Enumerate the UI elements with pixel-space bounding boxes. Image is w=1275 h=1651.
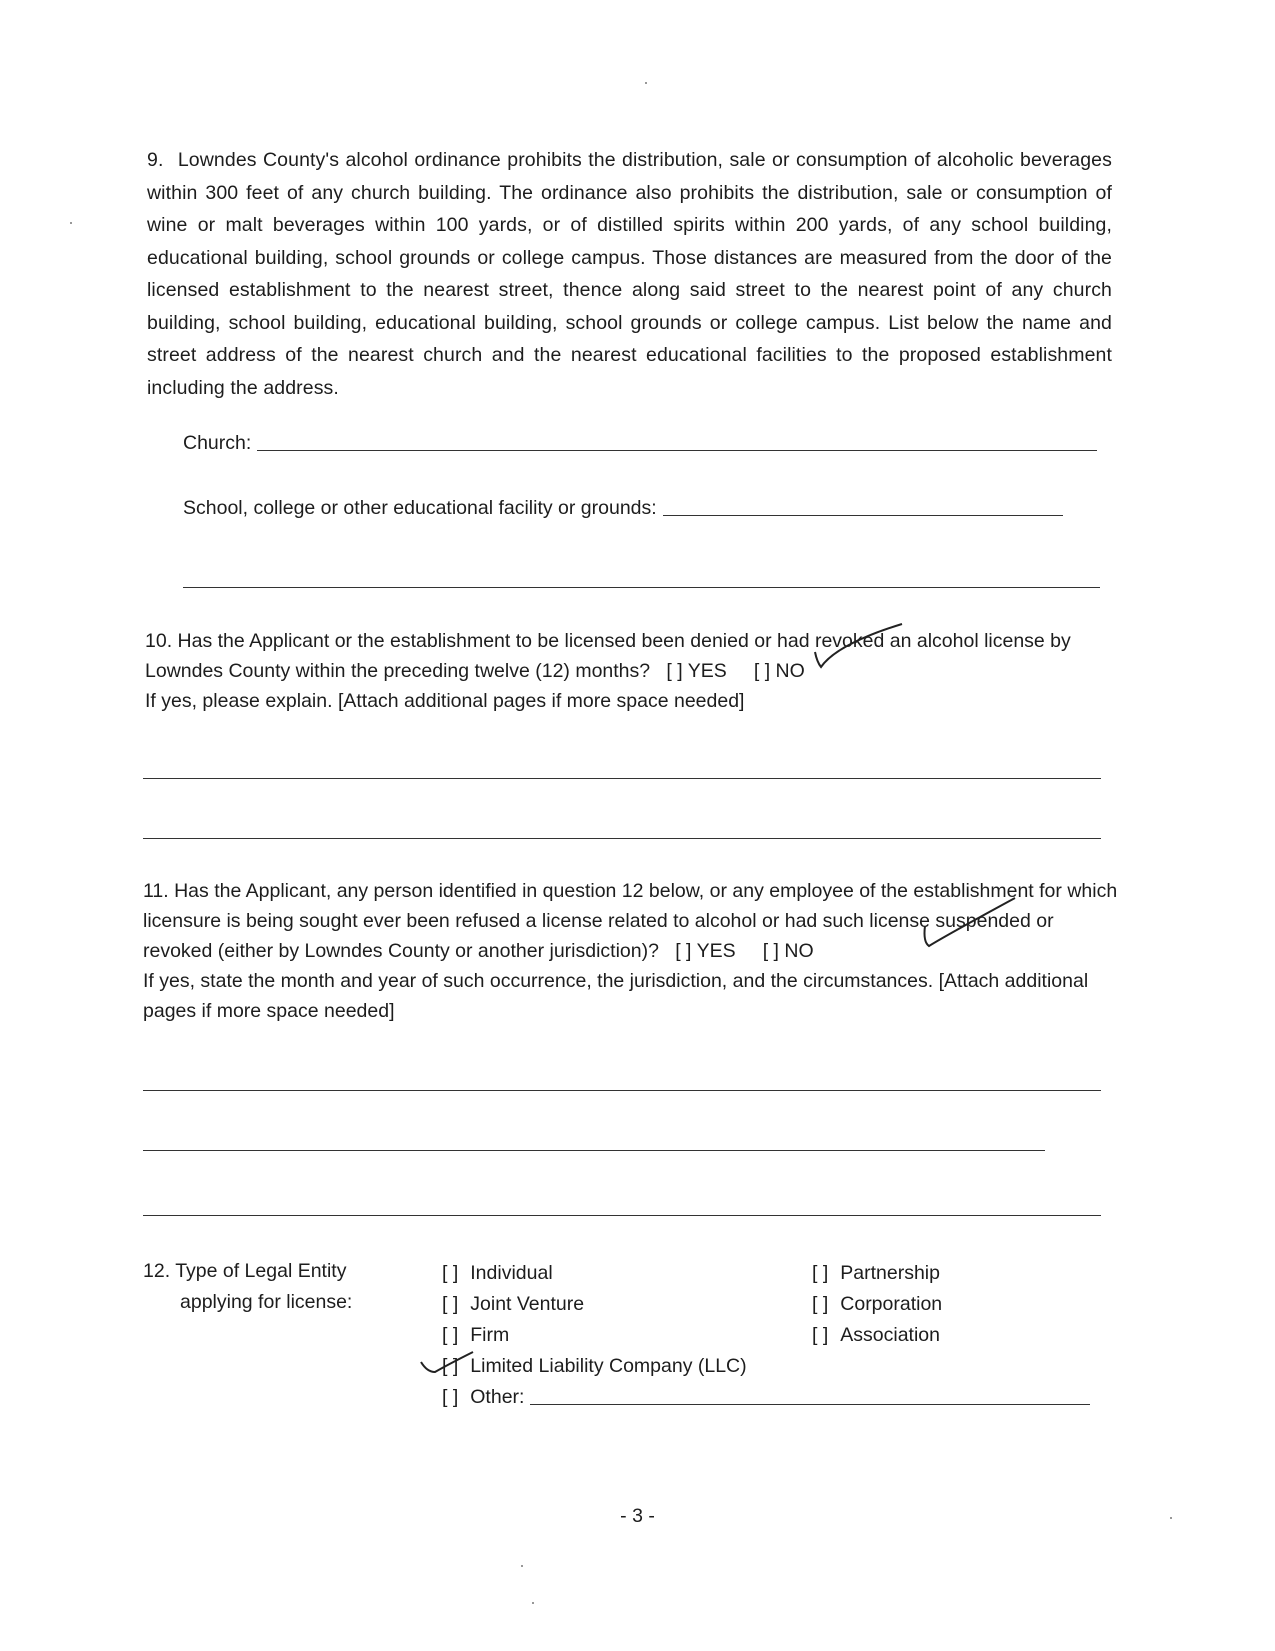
q10-answer-line-2[interactable] bbox=[143, 838, 1101, 839]
option-llc[interactable] bbox=[442, 1355, 747, 1378]
question-9 bbox=[147, 144, 1112, 404]
option-firm[interactable] bbox=[442, 1324, 509, 1347]
question-10-explain: If yes, please explain. [Attach additional pages if more space needed] bbox=[145, 690, 745, 712]
q10-no-checkmark bbox=[807, 622, 907, 682]
church-input-line[interactable] bbox=[257, 450, 1097, 451]
option-association[interactable] bbox=[812, 1324, 940, 1347]
question-11-explain: If yes, state the month and year of such occurrence, the jurisdiction, and the circumstances. [Attach additional pages if more space needed] bbox=[143, 970, 1089, 1022]
question-12-label-line1: Type of Legal Entity bbox=[175, 1260, 347, 1282]
scan-speck bbox=[532, 1602, 534, 1604]
scan-speck bbox=[1170, 1517, 1172, 1519]
question-10-text: Has the Applicant or the establishment to be licensed been denied or had revoked an alcohol license by Lowndes County within the preceding twelve (12) months? bbox=[145, 630, 1071, 682]
q11-no-checkbox[interactable]: [ ] bbox=[762, 940, 779, 962]
firm-label: Firm bbox=[470, 1324, 510, 1346]
partnership-checkbox[interactable]: [ ] bbox=[812, 1262, 829, 1284]
q11-no-label: NO bbox=[784, 940, 814, 962]
option-partnership[interactable] bbox=[812, 1262, 940, 1285]
partnership-label: Partnership bbox=[840, 1262, 940, 1284]
question-11-number: 11. bbox=[143, 880, 169, 902]
q10-no-checkbox[interactable]: [ ] bbox=[753, 660, 771, 682]
question-12-number: 12. bbox=[143, 1260, 171, 1282]
q11-answer-line-3[interactable] bbox=[143, 1215, 1101, 1216]
firm-checkbox[interactable]: [ ] bbox=[442, 1324, 459, 1346]
question-10-number: 10. bbox=[145, 630, 173, 652]
llc-label: Limited Liability Company (LLC) bbox=[470, 1355, 747, 1377]
q10-answer-line-1[interactable] bbox=[143, 778, 1101, 779]
joint-venture-checkbox[interactable]: [ ] bbox=[442, 1293, 459, 1315]
question-11-text: Has the Applicant, any person identified in question 12 below, or any employee of the establishment for which licensure is being sought ever been refused a license related to alcohol or had such license suspended or revoked (either by Lowndes County or another jurisdiction)? bbox=[143, 880, 1118, 962]
page-number: - 3 - bbox=[620, 1505, 655, 1527]
option-other[interactable] bbox=[442, 1386, 1090, 1409]
question-12-label-line2: applying for license: bbox=[180, 1291, 353, 1313]
option-joint-venture[interactable] bbox=[442, 1293, 584, 1316]
llc-checkmark bbox=[417, 1350, 477, 1385]
q11-answer-line-1[interactable] bbox=[143, 1090, 1101, 1091]
q11-no-checkmark bbox=[915, 896, 1025, 956]
church-field bbox=[183, 432, 1097, 455]
q11-yes-checkbox[interactable]: [ ] bbox=[675, 940, 692, 962]
question-9-text: Lowndes County's alcohol ordinance prohibits the distribution, sale or consumption of alcoholic beverages within 300 feet of any church building. The ordinance also prohibits the distribution, sale or consumption of wine or malt beverages within 100 yards, or of distilled spirits within 200 yards, of any school building, educational building, school grounds or college campus. Those distances are measured from the door of the licensed establishment to the nearest street, thence along said street to the nearest point of any church building, school building, educational building, school grounds or college campus. List below the name and street address of the nearest church and the nearest educational facilities to the proposed establishment including the address. bbox=[147, 149, 1112, 399]
other-label: Other: bbox=[470, 1386, 525, 1408]
q10-yes-label: YES bbox=[687, 660, 727, 682]
association-label: Association bbox=[840, 1324, 940, 1346]
school-field bbox=[183, 497, 1063, 520]
scan-speck bbox=[645, 82, 647, 84]
question-9-number: 9. bbox=[147, 149, 164, 171]
option-individual[interactable] bbox=[442, 1262, 553, 1285]
individual-label: Individual bbox=[470, 1262, 553, 1284]
scan-speck bbox=[521, 1565, 523, 1567]
corporation-label: Corporation bbox=[840, 1293, 943, 1315]
joint-venture-label: Joint Venture bbox=[470, 1293, 585, 1315]
church-label: Church: bbox=[183, 432, 252, 454]
school-input-line[interactable] bbox=[663, 515, 1063, 516]
q11-answer-line-2[interactable] bbox=[143, 1150, 1045, 1151]
option-corporation[interactable] bbox=[812, 1293, 942, 1316]
corporation-checkbox[interactable]: [ ] bbox=[812, 1293, 829, 1315]
q11-yes-label: YES bbox=[696, 940, 736, 962]
q10-yes-checkbox[interactable]: [ ] bbox=[666, 660, 683, 682]
individual-checkbox[interactable]: [ ] bbox=[442, 1262, 459, 1284]
question-10 bbox=[145, 626, 1125, 716]
school-label: School, college or other educational facility or grounds: bbox=[183, 497, 657, 519]
other-input-line[interactable] bbox=[530, 1404, 1090, 1405]
q10-no-label: NO bbox=[775, 660, 805, 682]
other-checkbox[interactable]: [ ] bbox=[442, 1386, 459, 1408]
association-checkbox[interactable]: [ ] bbox=[812, 1324, 829, 1346]
question-12-label bbox=[143, 1260, 346, 1283]
school-input-line-2[interactable] bbox=[183, 587, 1100, 588]
question-12-label-2 bbox=[180, 1291, 352, 1314]
llc-checkbox[interactable]: [ ] bbox=[442, 1355, 459, 1377]
scan-speck bbox=[70, 222, 72, 224]
